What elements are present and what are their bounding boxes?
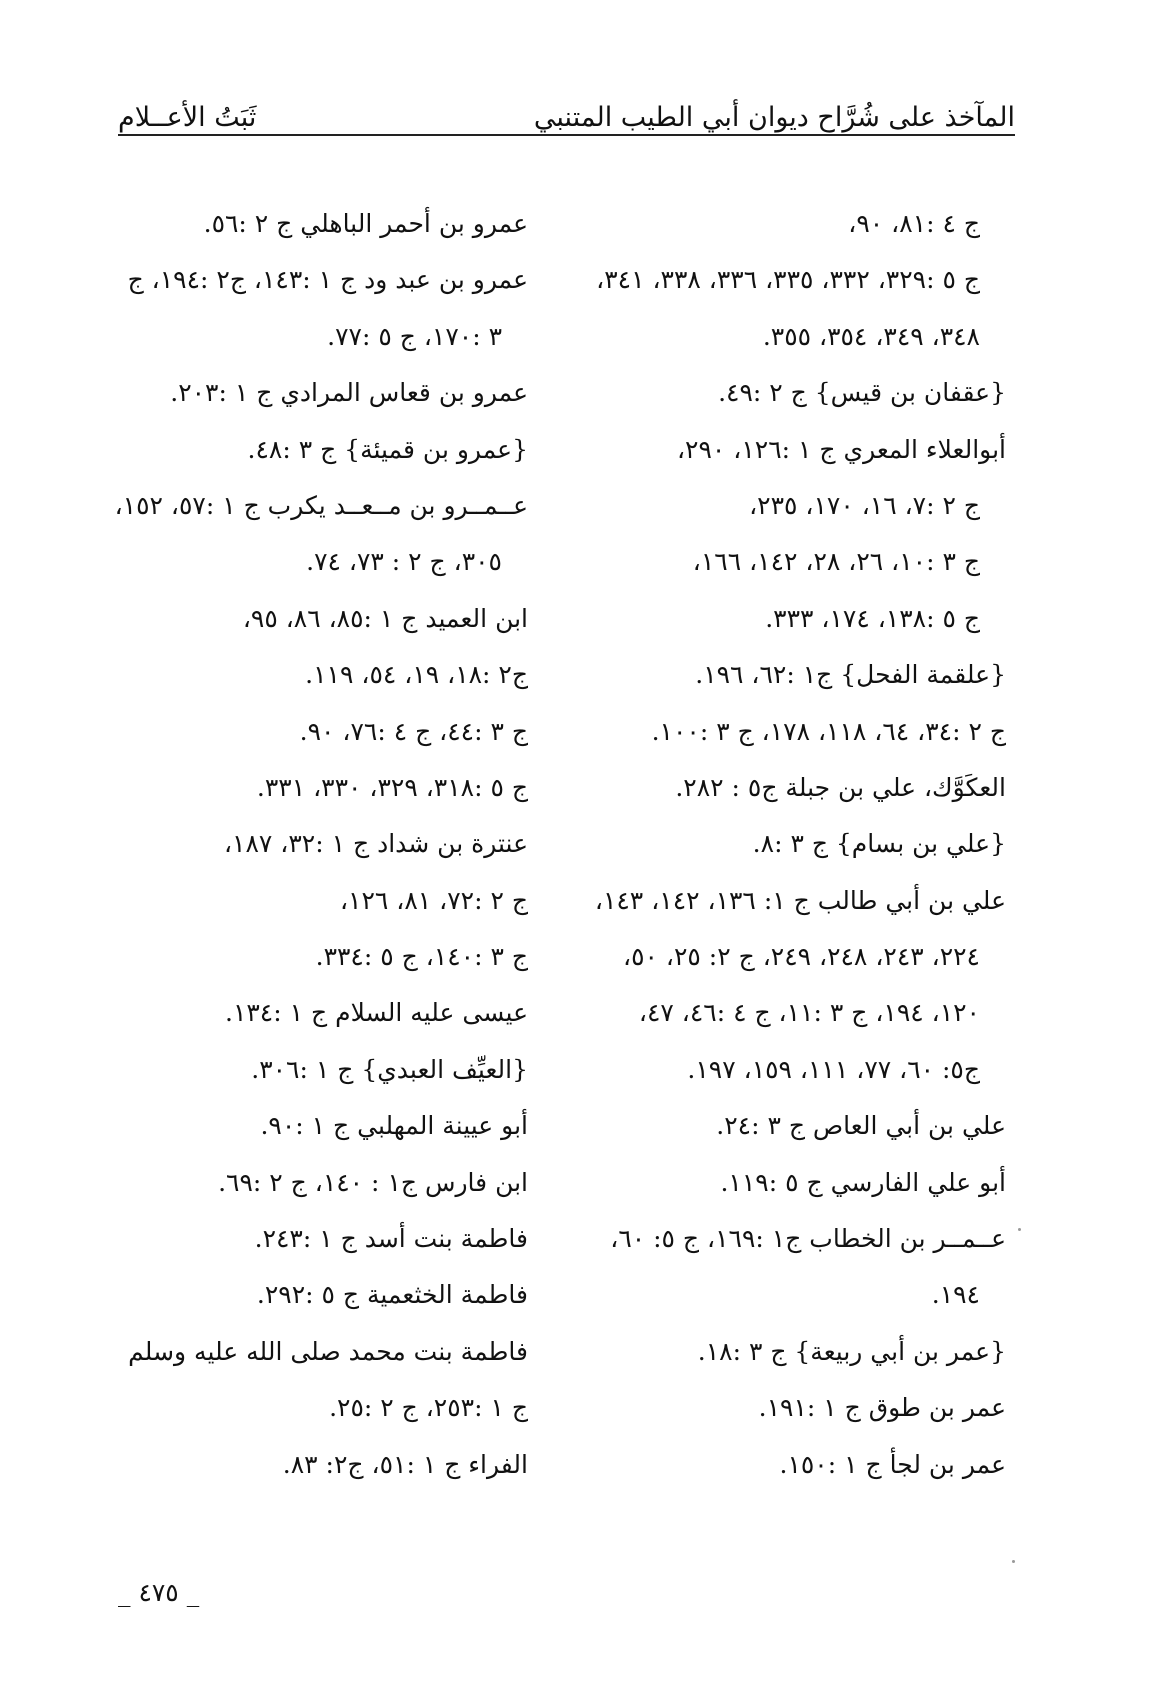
index-line: ابن العميد ج ١ :٨٥، ٨٦، ٩٥، — [242, 603, 528, 633]
index-line: ج ٤ :٨١، ٩٠، — [848, 209, 980, 238]
index-line: ٢٢٤، ٢٤٣، ٢٤٨، ٢٤٩، ج ٢: ٢٥، ٥٠، — [623, 942, 980, 972]
index-line: أبو عيينة المهلبي ج ١ :٩٠. — [260, 1111, 528, 1141]
index-line: ٣٤٨، ٣٤٩، ٣٥٤، ٣٥٥. — [762, 321, 980, 351]
left-column — [108, 196, 528, 1493]
index-line: العكَوَّك، علي بن جبلة ج٥ : ٢٨٢. — [675, 772, 1006, 802]
index-line: ٣ :١٧٠، ج ٥ :٧٧. — [327, 321, 502, 351]
index-line: {علي بن بسام} ج ٣ :٨. — [752, 829, 1006, 859]
index-line: عــمــر بن الخطاب ج١ :١٦٩، ج ٥: ٦٠، — [610, 1224, 1006, 1254]
index-line: أبو علي الفارسي ج ٥ :١١٩. — [720, 1167, 1006, 1197]
index-line: عمرو بن قعاس المرادي ج ١ :٢٠٣. — [170, 378, 528, 408]
paper-speck — [1018, 1228, 1021, 1231]
index-line: عمر بن طوق ج ١ :١٩١. — [758, 1393, 1006, 1423]
index-line: عــمــرو بن مــعــد يكرب ج ١ :٥٧، ١٥٢، — [114, 490, 528, 520]
index-line: ج ٢ :٣٤، ٦٤، ١١٨، ١٧٨، ج ٣ :١٠٠. — [651, 716, 1006, 746]
index-line: ج ٥ :١٣٨، ١٧٤، ٣٣٣. — [765, 603, 980, 633]
index-line: علي بن أبي طالب ج ١: ١٣٦، ١٤٢، ١٤٣، — [594, 885, 1006, 915]
index-line: عمرو بن أحمر الباهلي ج ٢ :٥٦. — [203, 209, 528, 238]
index-line: ابن فارس ج١ : ١٤٠، ج ٢ :٦٩. — [218, 1167, 528, 1197]
header-rule — [118, 134, 1015, 136]
section-title: ثَبَتُ الأعــلام — [118, 101, 257, 133]
index-line: {العيِّف العبدي} ج ١ :٣٠٦. — [251, 1054, 528, 1084]
index-line: ج ٣ :٤٤، ج ٤ :٧٦، ٩٠. — [299, 716, 528, 746]
index-line: أبوالعلاء المعري ج ١ :١٢٦، ٢٩٠، — [676, 434, 1006, 464]
running-title: المآخذ على شُرَّاح ديوان أبي الطيب المتنبي — [533, 101, 1015, 133]
index-line: عيسى عليه السلام ج ١ :١٣٤. — [225, 998, 528, 1028]
index-line: ج ٢ :٧، ١٦، ١٧٠، ٢٣٥، — [749, 490, 980, 520]
right-column — [551, 196, 1006, 1493]
index-line: فاطمة بنت أسد ج ١ :٢٤٣. — [254, 1224, 528, 1254]
index-line: {عمر بن أبي ربيعة} ج ٣ :١٨. — [697, 1336, 1006, 1366]
index-line: ج ١ :٢٥٣، ج ٢ :٢٥. — [329, 1393, 528, 1423]
index-line: ٣٠٥، ج ٢ : ٧٣، ٧٤. — [306, 547, 502, 577]
index-line: {عقفان بن قيس} ج ٢ :٤٩. — [718, 378, 1006, 408]
index-line: ج٢ :١٨، ١٩، ٥٤، ١١٩. — [305, 660, 528, 690]
page-header — [118, 86, 1015, 134]
index-line: عنترة بن شداد ج ١ :٣٢، ١٨٧، — [223, 829, 528, 859]
index-line: {علقمة الفحل} ج١ :٦٢، ١٩٦. — [695, 660, 1006, 690]
index-line: ج٥: ٦٠، ٧٧، ١١١، ١٥٩، ١٩٧. — [687, 1054, 980, 1084]
paper-speck — [1012, 1560, 1015, 1563]
index-line: علي بن أبي العاص ج ٣ :٢٤. — [716, 1111, 1006, 1141]
index-line: ١٢٠، ١٩٤، ج ٣ :١١، ج ٤ :٤٦، ٤٧، — [638, 998, 980, 1028]
index-line: فاطمة بنت محمد صلى الله عليه وسلم — [128, 1336, 528, 1366]
index-line: {عمرو بن قميئة} ج ٣ :٤٨. — [247, 434, 528, 464]
index-line: عمر بن لجأ ج ١ :١٥٠. — [779, 1449, 1006, 1479]
index-line: ج ٥ :٣١٨، ٣٢٩، ٣٣٠، ٣٣١. — [256, 772, 528, 802]
page-number: _ ٤٧٥ _ — [118, 1578, 200, 1607]
index-line: فاطمة الخثعمية ج ٥ :٢٩٢. — [256, 1280, 528, 1310]
index-line: عمرو بن عبد ود ج ١ :١٤٣، ج٢ :١٩٤، ج — [127, 265, 528, 295]
index-line: ج ٣ :١٤٠، ج ٥ :٣٣٤. — [315, 942, 528, 972]
index-line: ج ٣ :١٠، ٢٦، ٢٨، ١٤٢، ١٦٦، — [692, 547, 980, 577]
index-line: ج ٢ :٧٢، ٨١، ١٢٦، — [339, 885, 528, 915]
index-line: ج ٥ :٣٢٩، ٣٣٢، ٣٣٥، ٣٣٦، ٣٣٨، ٣٤١، — [596, 265, 980, 295]
index-line: الفراء ج ١ :٥١، ج٢: ٨٣. — [282, 1449, 528, 1479]
index-line: ١٩٤. — [931, 1280, 980, 1310]
